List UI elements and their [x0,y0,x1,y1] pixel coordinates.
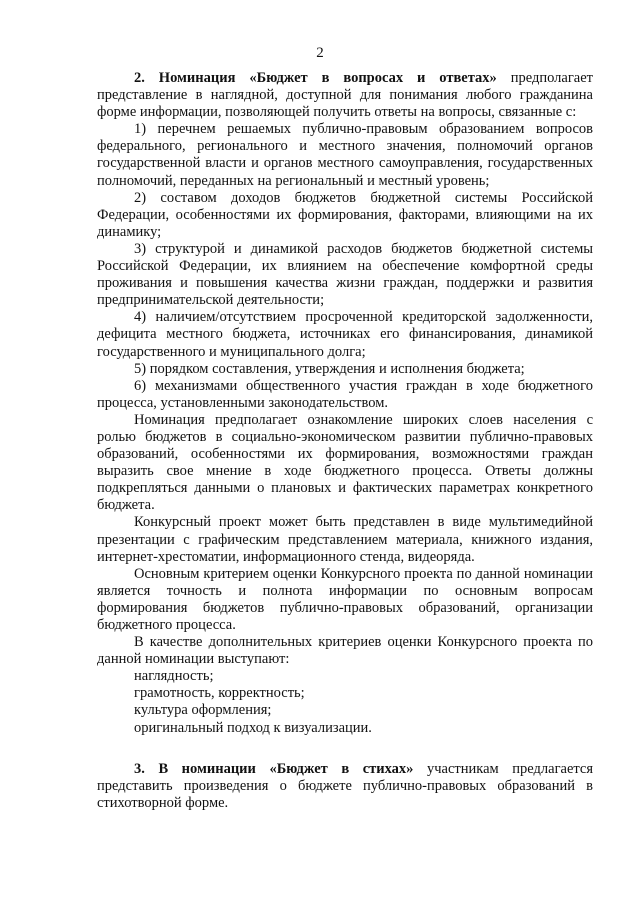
criteria-item: грамотность, корректность; [134,685,305,702]
section-3-paragraph [97,761,593,812]
section-3-title: В номинации «Бюджет в стихах» [158,760,414,777]
section-2-number: 2. [134,70,145,86]
body-paragraph: Номинация предполагает ознакомление широких слоев населения с ролью бюджетов в социально-экономическом развитии публично-правовых образований, особенностями их формирования, возможностями граждан выразить свое мнение в ходе бюджетного процесса. Ответы должны подкрепляться данными о плановых и фактических параметрах конкретного бюджета. [97,411,593,514]
document-body [97,70,593,812]
section-2-heading-paragraph [97,70,593,121]
section-2-intro: предполагает представление в наглядной, доступной для понимания любого гражданина форме информации, позволяющей получить ответы на вопросы, связанные с: [97,70,593,121]
body-paragraph: Основным критерием оценки Конкурсного проекта по данной номинации является точность и полнота информации по основным вопросам формирования бюджетов публично-правовых образований, организации бюджетного процесса. [97,565,593,633]
list-item: 5) порядком составления, утверждения и исполнения бюджета; [134,360,525,377]
section-2-title: Номинация «Бюджет в вопросах и ответах» [158,70,497,86]
body-paragraph: Конкурсный проект может быть представлен в виде мультимедийной презентации с графическим представлением материала, книжного издания, интернет-хрестоматии, информационного стенда, видеоряда. [97,514,593,565]
list-item: 6) механизмами общественного участия граждан в ходе бюджетного процесса, установленными законодательством. [97,377,593,411]
criteria-item: культура оформления; [134,702,272,719]
section-3-number: 3. [134,760,145,777]
list-item: 3) структурой и динамикой расходов бюджетов бюджетной системы Российской Федерации, их влиянием на обеспечение комфортной среды проживания и повышения качества жизни граждан, поддержки и развития предпринимательской деятельности; [97,240,593,309]
section-3-text: участникам предлагается представить произведения о бюджете публично-правовых образований в стихотворной форме. [97,760,594,811]
list-item: 4) наличием/отсутствием просроченной кредиторской задолженности, дефицита местного бюджета, источниках его финансирования, динамикой государственного и муниципального долга; [97,309,593,360]
criteria-item: оригинальный подход к визуализации. [134,719,372,736]
list-item: 2) составом доходов бюджетов бюджетной системы Российской Федерации, особенностями их формирования, факторами, влияющими на их динамику; [97,189,593,240]
criteria-item: наглядность; [134,668,214,685]
list-item: 1) перечнем решаемых публично-правовым образованием вопросов федерального, регионального и местного значения, полномочий органов государственной власти и органов местного самоуправления, государственных полномочий, переданных на региональный и местный уровень; [97,121,593,189]
page-number: 2 [316,45,324,61]
body-paragraph: В качестве дополнительных критериев оценки Конкурсного проекта по данной номинации выступают: [97,634,593,668]
